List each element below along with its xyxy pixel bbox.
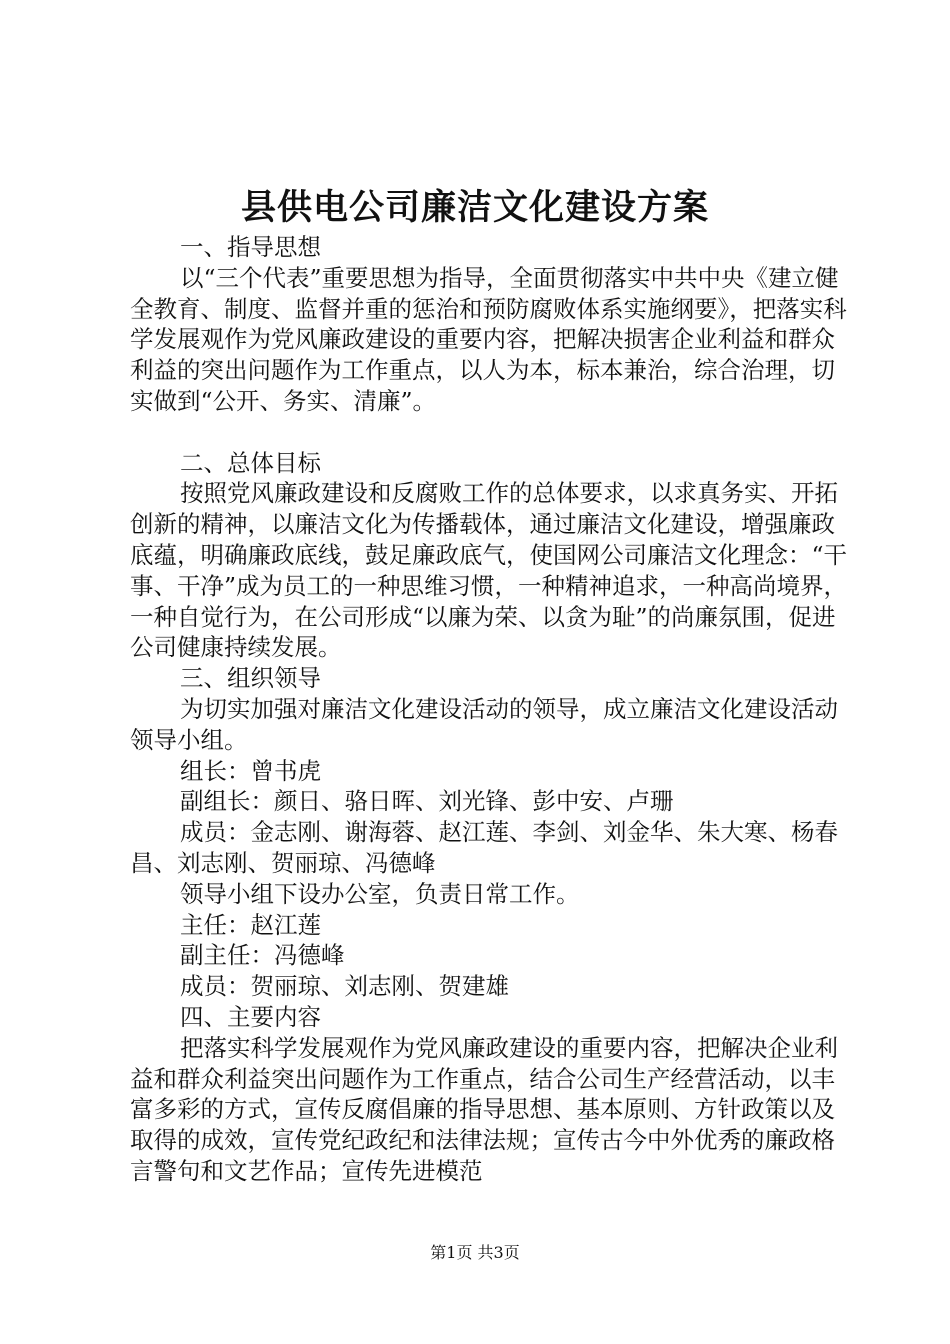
blank-line <box>130 417 855 448</box>
paragraph-guiding-ideology: 以“三个代表”重要思想为指导，全面贯彻落实中共中央《建立健全教育、制度、监督并重的惩治和预防腐败体系实施纲要》，把落实科学发展观作为党风廉政建设的重要内容，把解决损害企业利益和群众利益的突出问题作为工作重点，以人为本，标本兼治，综合治理，切实做到“公开、务实、清廉”。 <box>130 263 847 415</box>
line-group-members: 成员：金志刚、谢海蓉、赵江莲、李剑、刘金华、朱大寒、杨春昌、刘志刚、贺丽琼、冯德峰 <box>130 818 838 877</box>
section-heading-main-content: 四、主要内容 <box>180 1002 321 1031</box>
paragraph-overall-goal: 按照党风廉政建设和反腐败工作的总体要求，以求真务实、开拓创新的精神，以廉洁文化为传播载体，通过廉洁文化建设，增强廉政底蕴，明确廉政底线，鼓足廉政底气，使国网公司廉洁文化理念：“干事、干净”成为员工的一种思维习惯，一种精神追求，一种高尚境界，一种自觉行为，在公司形成“以廉为荣、以贪为耻”的尚廉氛围，促进公司健康持续发展。 <box>130 479 848 662</box>
line-office-director: 主任：赵江莲 <box>180 910 321 939</box>
section-heading-overall-goal: 二、总体目标 <box>180 448 321 477</box>
section-heading-organization: 三、组织领导 <box>180 664 321 693</box>
line-deputy-leaders: 副组长：颜日、骆日晖、刘光锋、彭中安、卢珊 <box>180 787 674 816</box>
section-heading-guiding-ideology: 一、指导思想 <box>180 233 321 261</box>
document-title: 县供电公司廉洁文化建设方案 <box>240 187 709 228</box>
paragraph-main-content: 把落实科学发展观作为党风廉政建设的重要内容，把解决企业利益和群众利益突出问题作为工作重点，结合公司生产经营活动，以丰富多彩的方式，宣传反腐倡廉的指导思想、基本原则、方针政策以及取得的成效，宣传党纪政纪和法律法规；宣传古今中外优秀的廉政格言警句和文艺作品；宣传先进模范 <box>130 1033 838 1185</box>
line-office-setup: 领导小组下设办公室，负责日常工作。 <box>180 879 580 908</box>
document-body <box>130 232 855 1187</box>
line-office-members: 成员：贺丽琼、刘志刚、贺建雄 <box>180 972 509 1001</box>
page-footer: 第1页 共3页 <box>430 1243 520 1262</box>
line-office-deputy-director: 副主任：冯德峰 <box>180 941 345 970</box>
line-group-leader: 组长：曾书虎 <box>180 756 321 785</box>
paragraph-organization: 为切实加强对廉洁文化建设活动的领导，成立廉洁文化建设活动领导小组。 <box>130 694 838 754</box>
